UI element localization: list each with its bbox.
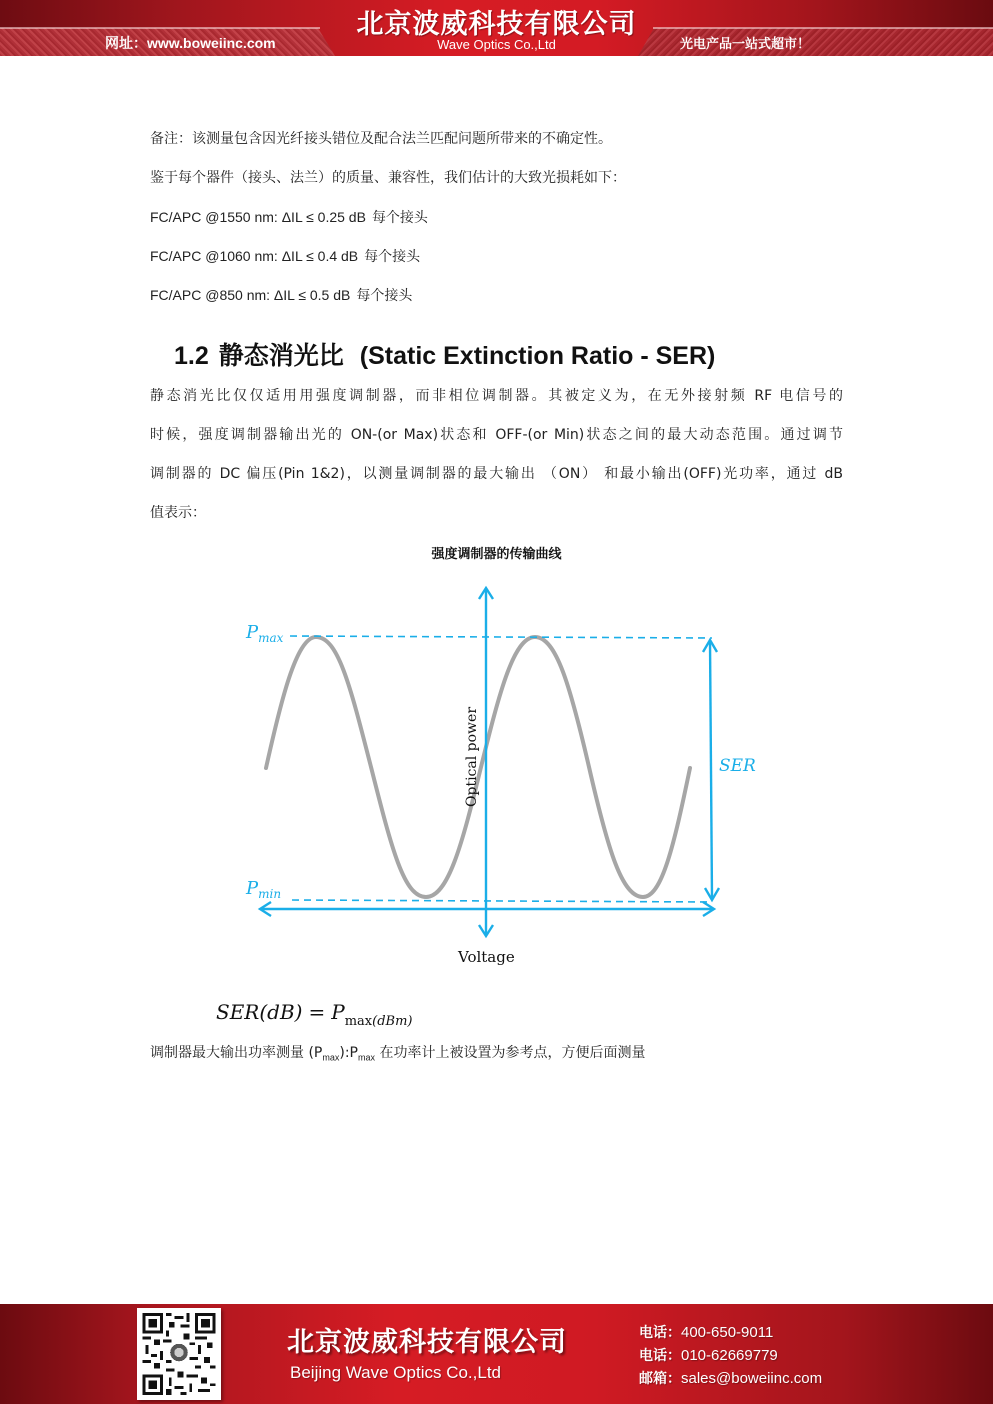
section-heading [174, 336, 715, 372]
qr-code [137, 1308, 221, 1400]
header-company-name-en: Wave Optics Co.,Ltd [437, 37, 556, 52]
estimate-paragraph: 鉴于每个器件（接头、法兰）的质量、兼容性，我们估计的大致光损耗如下： [150, 170, 626, 186]
contact-label: 电话： [639, 1325, 681, 1341]
contact-value: 010-62669779 [681, 1347, 778, 1364]
measurement-note-suffix: 在功率计上被设置为参考点，方便后面测量 [375, 1045, 646, 1061]
section-title-cn: 静态消光比 [218, 341, 344, 370]
spec-value: FC/APC @1550 nm: ΔIL ≤ 0.25 dB [150, 209, 366, 225]
contact-value: sales@boweiinc.com [681, 1370, 823, 1387]
spec-suffix: 每个接头 [356, 288, 413, 304]
pmax-label [246, 622, 283, 645]
spec-suffix: 每个接头 [364, 249, 421, 265]
pmin-label [246, 878, 281, 901]
spec-value: FC/APC @1060 nm: ΔIL ≤ 0.4 dB [150, 248, 359, 264]
spec-line-1550 [150, 207, 428, 228]
ser-arrow [710, 641, 712, 899]
ser-formula [216, 1000, 412, 1029]
measurement-note [150, 1042, 645, 1063]
formula-rhs-var: P [331, 1000, 345, 1024]
pmin-dashed-line [292, 900, 712, 902]
spec-suffix: 每个接头 [371, 210, 428, 226]
spec-line-850 [150, 285, 412, 306]
transfer-curve-diagram [230, 575, 770, 975]
footer-phone-1 [639, 1322, 773, 1342]
spec-value: FC/APC @850 nm: ΔIL ≤ 0.5 dB [150, 287, 351, 303]
pmax-dashed-line [290, 636, 712, 638]
header-slogan: 光电产品一站式超市！ [680, 37, 811, 52]
section-title-en: (Static Extinction Ratio - SER) [359, 342, 716, 370]
page-header-banner [0, 0, 993, 56]
formula-lhs: SER(dB) [216, 1000, 303, 1024]
section-paragraph-line-3: 调制器的 DC 偏压(Pin 1&2)，以测量调制器的最大输出 （ON） 和最小输出(OFF)光功率，通过 dB [150, 466, 843, 482]
measurement-note-middle: ):P [339, 1045, 358, 1061]
pmin-symbol: P [246, 878, 259, 899]
measurement-note-sub2: max [358, 1052, 376, 1063]
qr-code-icon [142, 1313, 216, 1395]
contact-label: 邮箱： [639, 1371, 681, 1387]
note-paragraph: 备注：该测量包含因光纤接头错位及配合法兰匹配问题所带来的不确定性。 [150, 131, 612, 147]
x-axis-label: Voltage [458, 948, 515, 966]
pmax-symbol: P [246, 622, 259, 643]
header-website: 网址：www.boweiinc.com [105, 35, 276, 51]
formula-rhs-sub: max [344, 1014, 373, 1029]
formula-rhs-unit: (dBm) [372, 1014, 413, 1029]
y-axis-label: Optical power [464, 706, 480, 807]
section-paragraph-line-4: 值表示： [150, 505, 206, 521]
footer-email [639, 1368, 822, 1388]
contact-value: 400-650-9011 [681, 1324, 774, 1341]
spec-line-1060 [150, 246, 420, 267]
header-company-name-cn: 北京波威科技有限公司 [356, 9, 637, 40]
figure-title: 强度调制器的传输曲线 [431, 547, 562, 562]
page-footer-banner [0, 1304, 993, 1404]
section-paragraph-line-1: 静态消光比仅仅适用用强度调制器，而非相位调制器。其被定义为，在无外接射频 RF 电信号的 [150, 388, 843, 404]
pmax-subscript: max [258, 631, 284, 645]
measurement-note-prefix: 调制器最大输出功率测量 (P [150, 1045, 323, 1061]
ser-label: SER [719, 756, 756, 776]
section-paragraph-line-2: 时候，强度调制器输出光的 ON-(or Max)状态和 OFF-(or Min)状态之间的最大动态范围。通过调节 [150, 427, 843, 443]
footer-phone-2 [639, 1345, 778, 1365]
pmin-subscript: min [258, 887, 282, 901]
footer-company-name-en: Beijing Wave Optics Co.,Ltd [290, 1363, 502, 1382]
footer-company-name-cn: 北京波威科技有限公司 [287, 1327, 567, 1358]
contact-label: 电话： [639, 1348, 681, 1364]
section-number: 1.2 [174, 342, 209, 370]
measurement-note-sub1: max [322, 1052, 340, 1063]
formula-equals: = [308, 1000, 326, 1024]
transfer-curve-figure [230, 575, 770, 975]
